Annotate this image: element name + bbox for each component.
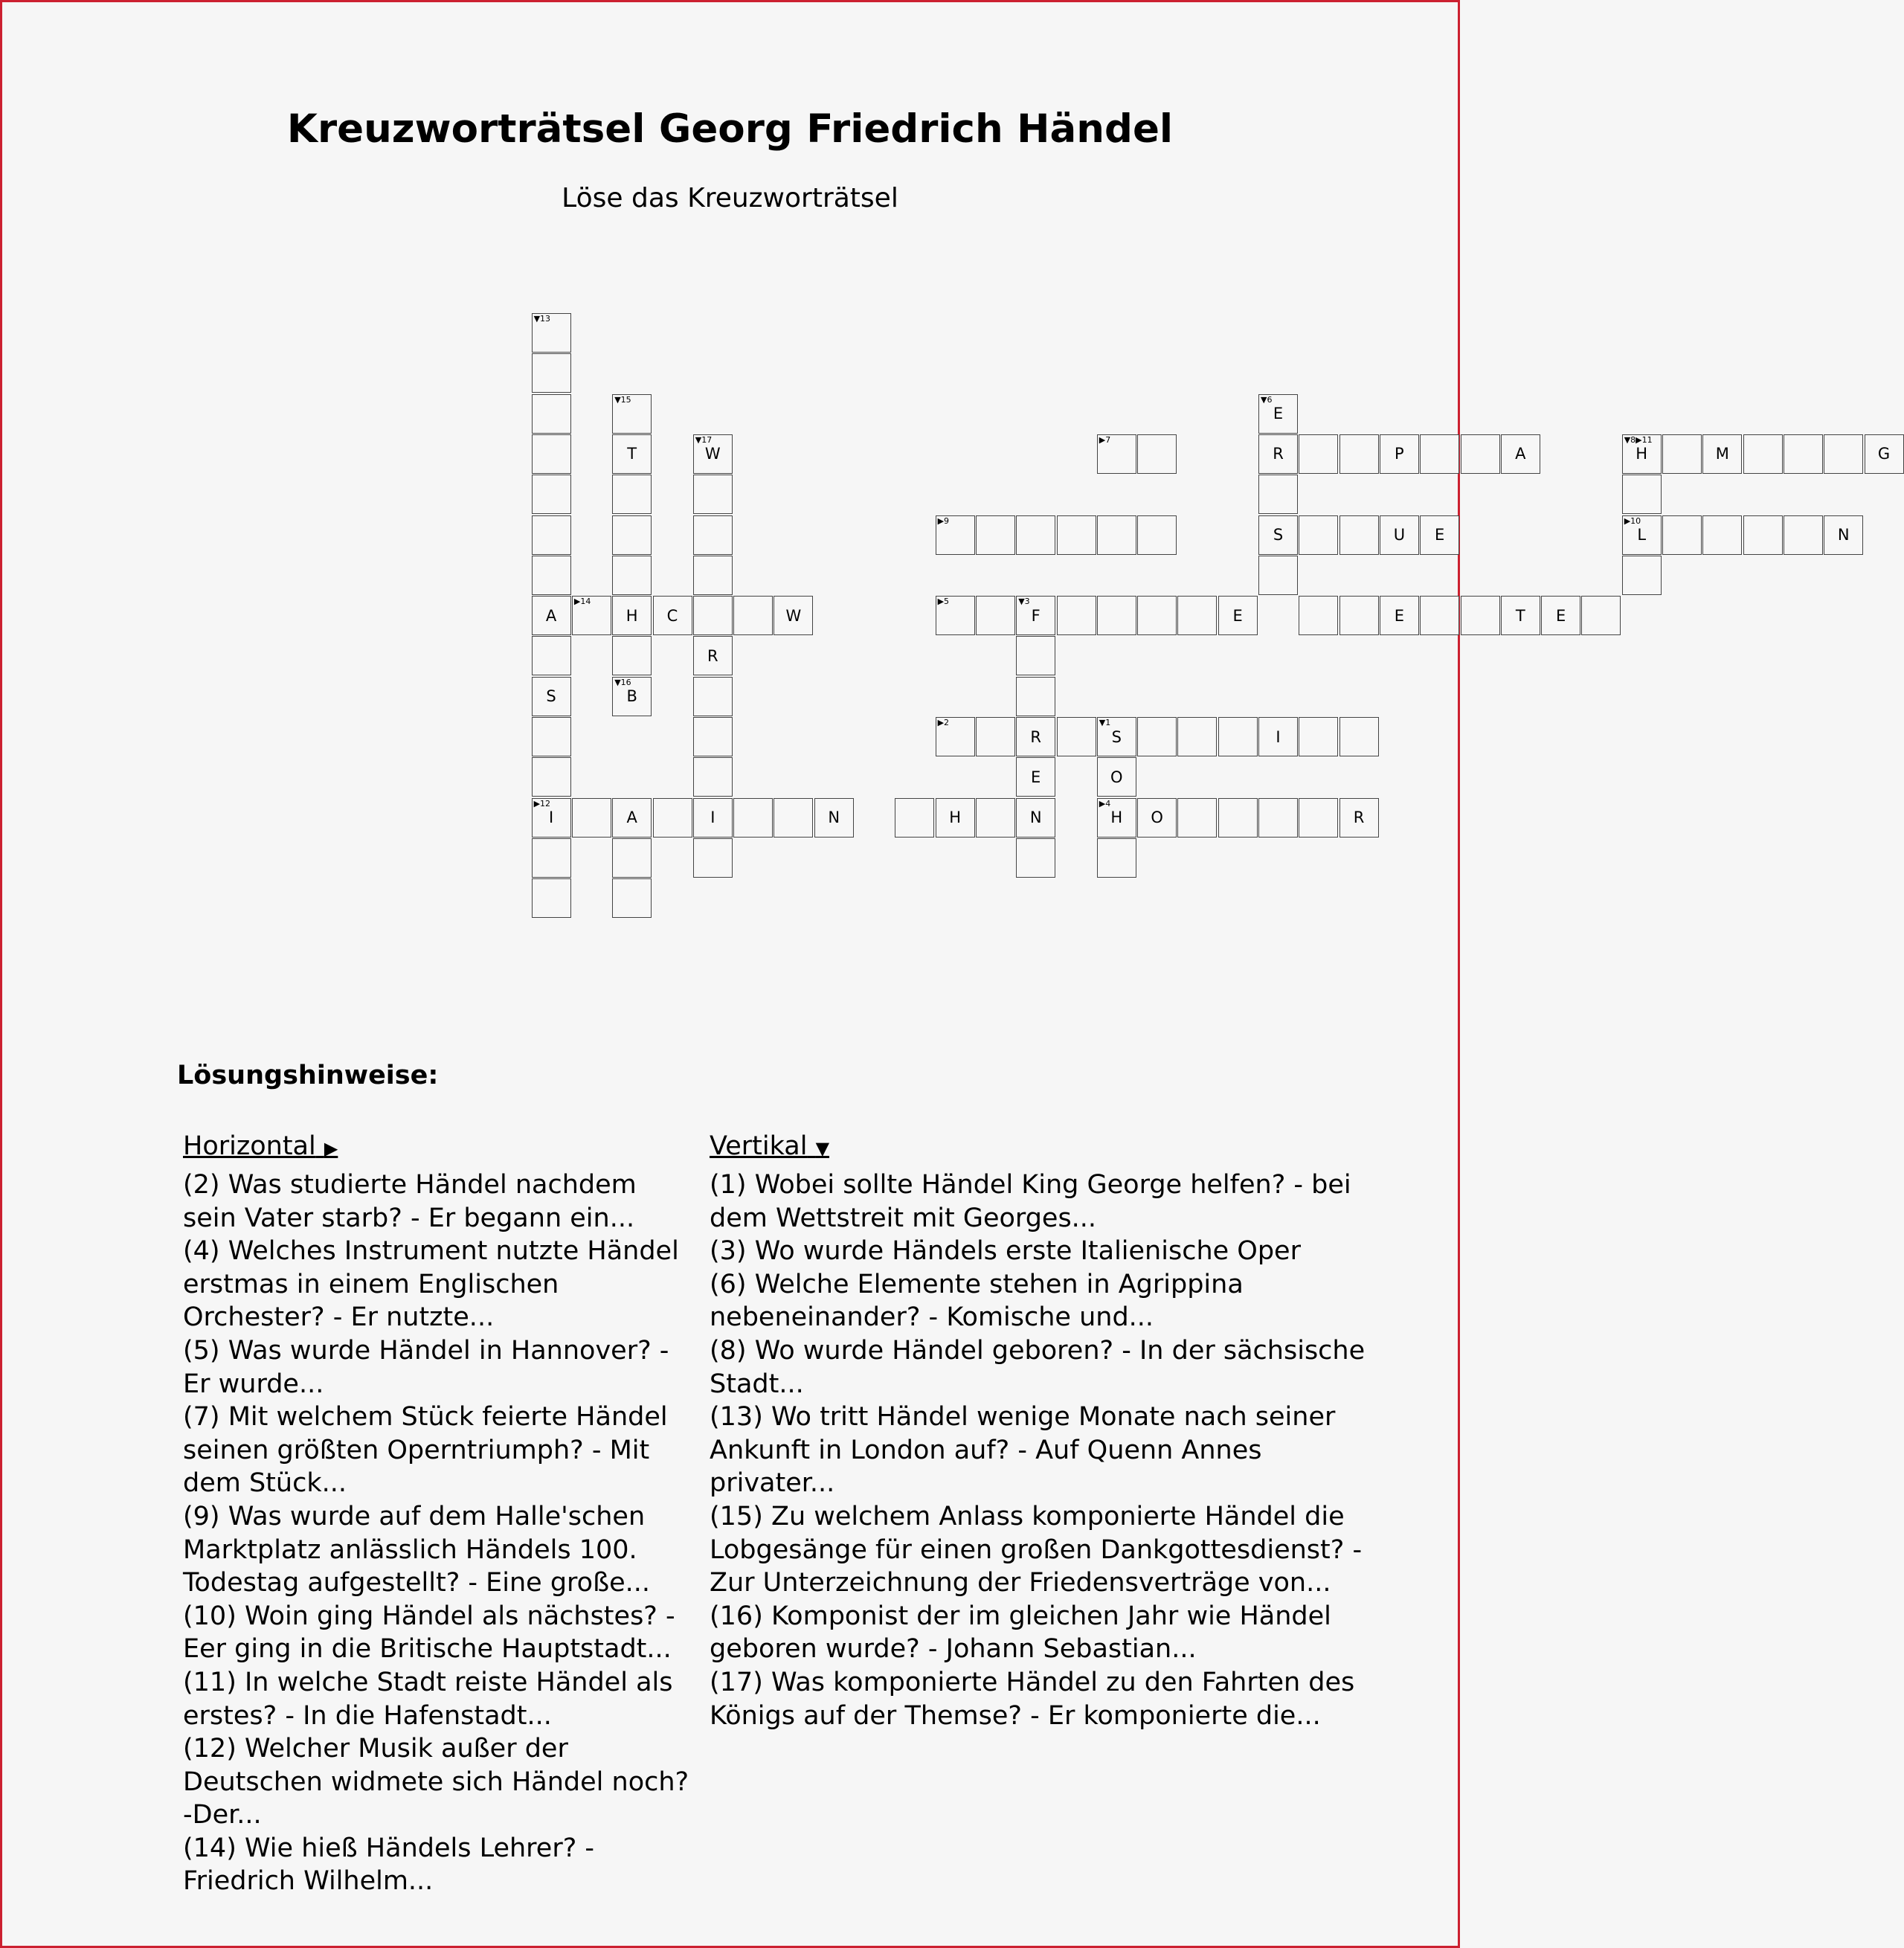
grid-cell	[1097, 717, 1136, 756]
grid-cell	[1380, 515, 1419, 555]
grid-cell	[1541, 596, 1580, 635]
clue-number: ▶10	[1624, 515, 1641, 526]
grid-cell	[532, 798, 571, 838]
cell-letter: M	[1715, 445, 1729, 463]
cell-letter: L	[1637, 526, 1647, 544]
cell-letter: E	[1232, 606, 1243, 625]
grid-cell	[976, 798, 1015, 838]
grid-cell	[1622, 475, 1662, 514]
grid-cell	[1420, 515, 1459, 555]
grid-cell	[693, 596, 733, 635]
clue-v-15: (15) Zu welchem Anlass komponierte Händel die Lobgesänge für einen großen Dankgottesdienst? - Zur Unterzeichnung der Friedensverträge von...	[710, 1501, 1363, 1598]
cell-letter: S	[1111, 727, 1122, 746]
clue-number: ▼16	[614, 677, 631, 687]
grid-cell	[1057, 717, 1096, 756]
grid-cell	[774, 798, 813, 838]
clue-number: ▶12	[533, 798, 551, 809]
grid-cell	[1299, 596, 1338, 635]
grid-cell	[532, 717, 571, 756]
right-arrow-icon: ▶	[324, 1138, 338, 1159]
grid-cell	[936, 515, 975, 555]
clue-v-6: (6) Welche Elemente stehen in Agrippina nebeneinander? - Komische und...	[710, 1269, 1244, 1333]
grid-cell	[1016, 677, 1055, 716]
grid-cell	[1702, 515, 1742, 555]
clue-number: ▼13	[533, 314, 551, 324]
grid-cell	[1339, 515, 1379, 555]
clue-number: ▼8▶11	[1624, 434, 1653, 445]
cell-letter: I	[548, 809, 554, 827]
grid-cell	[1258, 717, 1298, 756]
clue-number: ▶14	[573, 597, 591, 607]
grid-cell	[1420, 434, 1459, 474]
cell-letter: R	[707, 646, 718, 665]
grid-cell	[774, 596, 813, 635]
grid-cell	[976, 515, 1015, 555]
grid-cell	[1016, 717, 1055, 756]
grid-cell	[693, 434, 733, 474]
grid-cell	[976, 596, 1015, 635]
cell-letter: E	[1031, 768, 1041, 786]
clue-h-2: (2) Was studierte Händel nachdem sein Vater starb? - Er begann ein...	[183, 1170, 637, 1233]
grid-cell	[1258, 556, 1298, 595]
cell-letter: E	[1394, 606, 1405, 625]
grid-cell	[1097, 757, 1136, 797]
cell-letter: R	[1273, 445, 1284, 463]
grid-cell	[1016, 515, 1055, 555]
grid-cell	[612, 515, 652, 555]
clue-number: ▶2	[937, 718, 950, 727]
cell-letter: G	[1877, 445, 1891, 463]
grid-cell	[532, 596, 571, 635]
grid-cell	[532, 515, 571, 555]
grid-cell	[1258, 475, 1298, 514]
grid-cell	[612, 878, 652, 918]
grid-cell	[1177, 717, 1217, 756]
hints-heading: Lösungshinweise:	[177, 1061, 439, 1090]
grid-cell	[653, 798, 692, 838]
clue-number: ▶5	[937, 597, 950, 607]
clue-h-7: (7) Mit welchem Stück feierte Händel seinen größten Operntriumph? - Mit dem Stück...	[183, 1402, 668, 1499]
grid-cell	[693, 515, 733, 555]
grid-cell	[572, 596, 611, 635]
grid-cell	[1258, 394, 1298, 434]
grid-cell	[532, 313, 571, 353]
grid-cell	[1016, 798, 1055, 838]
horizontal-heading	[183, 1127, 696, 1166]
clue-number: ▼1	[1099, 718, 1111, 727]
grid-cell	[1097, 838, 1136, 878]
cell-letter: H	[949, 809, 961, 827]
grid-cell	[612, 434, 652, 474]
grid-cell	[693, 475, 733, 514]
cell-letter: P	[1395, 445, 1404, 463]
clue-v-17: (17) Was komponierte Händel zu den Fahrten des Königs auf der Themse? - Er komponierte die...	[710, 1667, 1355, 1731]
clue-h-10: (10) Woin ging Händel als nächstes? - Eer ging in die Britische Hauptstadt...	[183, 1601, 675, 1665]
cell-letter: U	[1393, 526, 1406, 544]
grid-cell	[1662, 515, 1702, 555]
grid-cell	[1461, 596, 1500, 635]
clue-h-11: (11) In welche Stadt reiste Händel als erstes? - In die Hafenstadt...	[183, 1667, 673, 1731]
cell-letter: N	[1029, 809, 1042, 827]
clue-v-3: (3) Wo wurde Händels erste Italienische Oper	[710, 1236, 1301, 1267]
grid-cell	[693, 556, 733, 595]
grid-cell	[1299, 717, 1338, 756]
cell-letter: S	[1273, 526, 1284, 544]
grid-cell	[1057, 515, 1096, 555]
clue-number: ▼17	[695, 434, 713, 445]
grid-cell	[532, 878, 571, 918]
clue-v-13: (13) Wo tritt Händel wenige Monate nach seiner Ankunft in London auf? - Auf Quenn Annes privater...	[710, 1402, 1336, 1499]
cell-letter: O	[1110, 768, 1123, 786]
grid-cell	[1218, 798, 1258, 838]
cell-letter: O	[1151, 809, 1163, 827]
grid-cell	[612, 798, 652, 838]
grid-cell	[1581, 596, 1621, 635]
cell-letter: C	[666, 606, 678, 625]
cell-letter: F	[1031, 606, 1041, 625]
cell-letter: E	[1273, 405, 1284, 423]
clue-number: ▼15	[614, 394, 631, 405]
grid-cell	[532, 636, 571, 675]
grid-cell	[1097, 798, 1136, 838]
clue-v-8: (8) Wo wurde Händel geboren? - In der sächsische Stadt...	[710, 1335, 1366, 1399]
cell-letter: E	[1435, 526, 1445, 544]
cell-letter: E	[1555, 606, 1566, 625]
cell-letter: T	[627, 445, 637, 463]
grid-cell	[693, 798, 733, 838]
grid-cell	[1299, 798, 1338, 838]
grid-cell	[1299, 434, 1338, 474]
grid-cell	[733, 798, 773, 838]
grid-cell	[1784, 434, 1823, 474]
grid-cell	[653, 596, 692, 635]
grid-cell	[1339, 434, 1379, 474]
clue-h-4: (4) Welches Instrument nutzte Händel erstmas in einem Englischen Orchester? - Er nutzte...	[183, 1236, 679, 1333]
clue-h-5: (5) Was wurde Händel in Hannover? - Er wurde...	[183, 1335, 669, 1399]
cell-letter: N	[828, 809, 840, 827]
grid-cell	[1743, 515, 1783, 555]
vertical-label: Vertikal	[710, 1131, 808, 1161]
grid-cell	[1380, 434, 1419, 474]
clue-v-1: (1) Wobei sollte Händel King George helfen? - bei dem Wettstreit mit Georges...	[710, 1170, 1351, 1233]
grid-cell	[612, 596, 652, 635]
cell-letter: R	[1030, 727, 1041, 746]
clue-number: ▶7	[1099, 434, 1111, 445]
grid-cell	[1137, 717, 1177, 756]
grid-cell	[1177, 798, 1217, 838]
grid-cell	[1702, 434, 1742, 474]
horizontal-clues	[183, 1127, 696, 1898]
cell-letter: A	[545, 606, 557, 625]
grid-cell	[936, 798, 975, 838]
grid-cell	[1501, 596, 1540, 635]
grid-cell	[532, 556, 571, 595]
vertical-heading	[710, 1127, 1379, 1166]
grid-cell	[532, 757, 571, 797]
grid-cell	[1784, 515, 1823, 555]
grid-cell	[1258, 515, 1298, 555]
grid-cell	[1380, 596, 1419, 635]
grid-cell	[1622, 434, 1662, 474]
grid-cell	[1177, 596, 1217, 635]
grid-cell	[693, 838, 733, 878]
grid-cell	[1420, 596, 1459, 635]
grid-cell	[1016, 636, 1055, 675]
grid-cell	[814, 798, 854, 838]
clue-h-9: (9) Was wurde auf dem Halle'schen Marktplatz anlässlich Händels 100. Todestag aufgestellt? - Eine große...	[183, 1501, 651, 1598]
cell-letter: N	[1837, 526, 1850, 544]
grid-cell	[1824, 515, 1863, 555]
grid-cell	[1097, 596, 1136, 635]
grid-cell	[693, 757, 733, 797]
cell-letter: B	[626, 687, 637, 706]
grid-cell	[693, 717, 733, 756]
grid-cell	[1057, 596, 1096, 635]
clue-h-14: (14) Wie hieß Händels Lehrer? - Friedrich Wilhelm...	[183, 1833, 595, 1897]
grid-cell	[1218, 717, 1258, 756]
grid-cell	[1299, 515, 1338, 555]
cell-letter: S	[546, 687, 556, 706]
cell-letter: H	[1110, 809, 1123, 827]
grid-cell	[693, 636, 733, 675]
grid-cell	[572, 798, 611, 838]
grid-cell	[1016, 596, 1055, 635]
grid-cell	[1743, 434, 1783, 474]
crossword-grid	[2, 2, 1891, 969]
horizontal-label: Horizontal	[183, 1131, 316, 1161]
grid-cell	[1662, 434, 1702, 474]
cell-letter: H	[625, 606, 638, 625]
grid-cell	[1339, 717, 1379, 756]
grid-cell	[1137, 596, 1177, 635]
grid-cell	[1218, 596, 1258, 635]
grid-cell	[612, 475, 652, 514]
cell-letter: R	[1353, 809, 1365, 827]
grid-cell	[1339, 596, 1379, 635]
grid-cell	[693, 677, 733, 716]
page-title: Kreuzworträtsel Georg Friedrich Händel	[286, 106, 1174, 152]
grid-cell	[1258, 798, 1298, 838]
cell-letter: T	[1515, 606, 1525, 625]
grid-cell	[612, 636, 652, 675]
grid-cell	[612, 556, 652, 595]
grid-cell	[1865, 434, 1904, 474]
page-subtitle: Löse das Kreuzworträtsel	[562, 183, 898, 213]
grid-cell	[1824, 434, 1863, 474]
grid-cell	[1258, 434, 1298, 474]
grid-cell	[532, 353, 571, 393]
grid-cell	[532, 394, 571, 434]
cell-letter: A	[626, 809, 637, 827]
grid-cell	[1501, 434, 1540, 474]
clue-number: ▼6	[1261, 394, 1273, 405]
grid-cell	[1137, 434, 1177, 474]
grid-cell	[612, 838, 652, 878]
grid-cell	[1097, 515, 1136, 555]
grid-cell	[1339, 798, 1379, 838]
clue-v-16: (16) Komponist der im gleichen Jahr wie Händel geboren wurde? - Johann Sebastian...	[710, 1601, 1331, 1665]
grid-cell	[1137, 798, 1177, 838]
grid-cell	[976, 717, 1015, 756]
grid-cell	[936, 596, 975, 635]
clue-number: ▼3	[1018, 597, 1030, 607]
grid-cell	[532, 677, 571, 716]
cell-letter: I	[710, 809, 715, 827]
grid-cell	[936, 717, 975, 756]
cell-letter: I	[1276, 727, 1281, 746]
grid-cell	[1097, 434, 1136, 474]
cell-letter: W	[704, 445, 721, 463]
grid-cell	[895, 798, 934, 838]
grid-cell	[1137, 515, 1177, 555]
clue-h-12: (12) Welcher Musik außer der Deutschen widmete sich Händel noch? -Der...	[183, 1734, 689, 1830]
grid-cell	[612, 394, 652, 434]
grid-cell	[1622, 515, 1662, 555]
clue-number: ▶9	[937, 515, 950, 526]
grid-cell	[733, 596, 773, 635]
grid-cell	[1016, 838, 1055, 878]
grid-cell	[1461, 434, 1500, 474]
cell-letter: A	[1515, 445, 1526, 463]
clue-number: ▶4	[1099, 798, 1111, 809]
cell-letter: W	[785, 606, 802, 625]
vertical-clues	[710, 1127, 1379, 1732]
grid-cell	[532, 838, 571, 878]
cell-letter: H	[1636, 445, 1648, 463]
grid-cell	[1622, 556, 1662, 595]
grid-cell	[532, 434, 571, 474]
grid-cell	[612, 677, 652, 716]
down-arrow-icon: ▼	[815, 1138, 830, 1159]
grid-cell	[1016, 757, 1055, 797]
grid-cell	[532, 475, 571, 514]
